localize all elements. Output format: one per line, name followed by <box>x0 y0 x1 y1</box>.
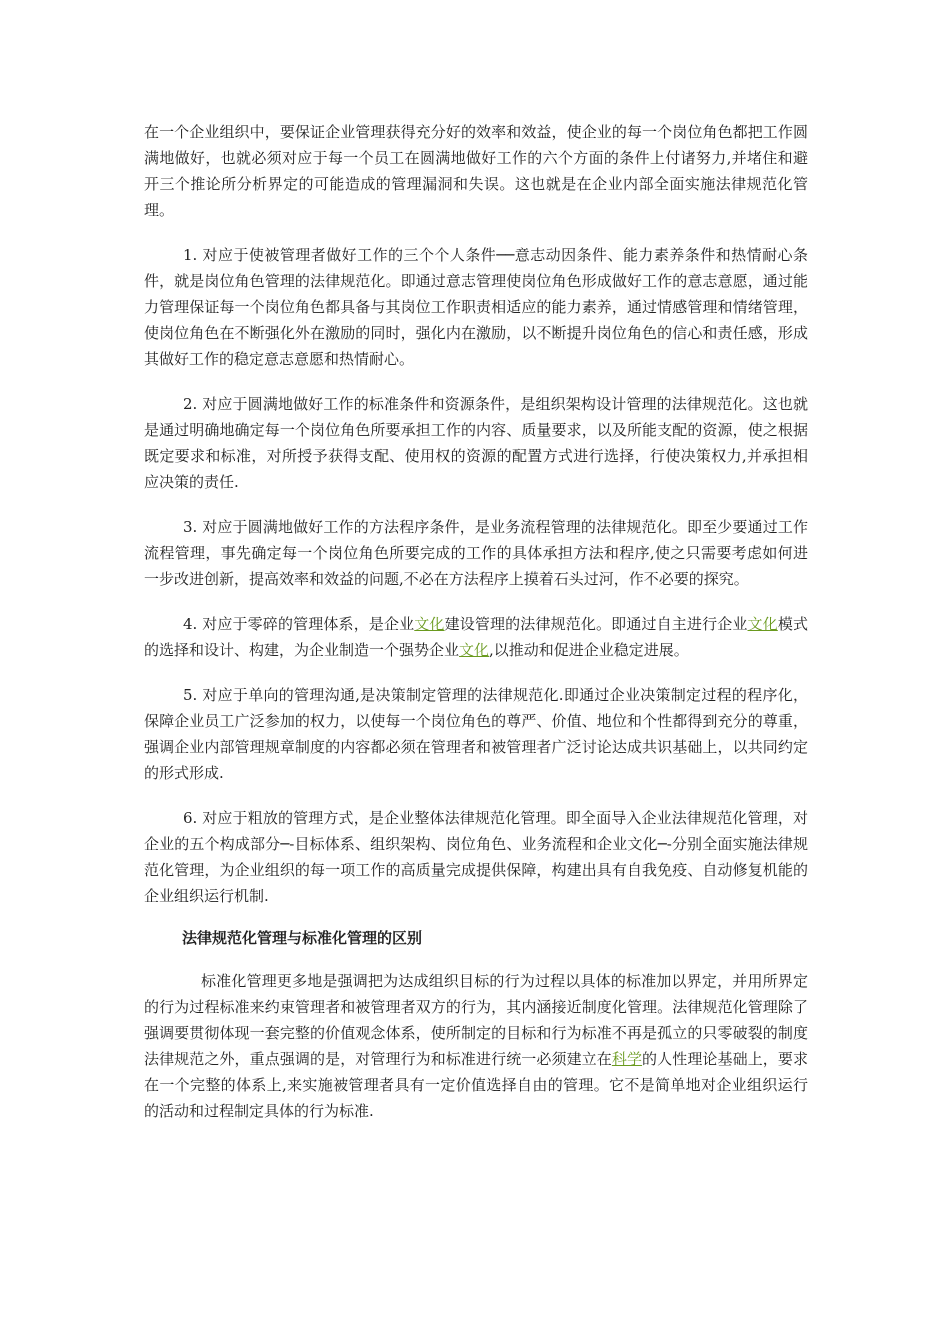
item-5-paragraph: 5. 对应于单向的管理沟通,是决策制定管理的法律规范化.即通过企业决策制定过程的程序化，保障企业员工广泛参加的权力，以使每一个岗位角色的尊严、价值、地位和个性都得到充分的尊重，强调企业内部管理规章制度的内容都必须在管理者和被管理者广泛讨论达成共识基础上，以共同约定的形式形成. <box>144 686 808 782</box>
intro-paragraph: 在一个企业组织中，要保证企业管理获得充分好的效率和效益，使企业的每一个岗位角色都把工作圆满地做好，也就必须对应于每一个员工在圆满地做好工作的六个方面的条件上付诸努力,并堵住和避开三个推论所分析界定的可能造成的管理漏洞和失误。这也就是在企业内部全面实施法律规范化管理。 <box>144 123 808 219</box>
culture-link-1[interactable]: 文化 <box>414 615 445 633</box>
closing-text-2: 的人性理论基础上，要求在一个完整的体系上,来实施被管理者具有一定价值选择自由的管理。它不是简单地对企业组织运行的活动和过程制定具体的行为标准. <box>144 1050 808 1120</box>
item-3-paragraph: 3. 对应于圆满地做好工作的方法程序条件，是业务流程管理的法律规范化。即至少要通过工作流程管理，事先确定每一个岗位角色所要完成的工作的具体承担方法和程序,使之只需要考虑如何进一步改进创新，提高效率和效益的问题,不必在方法程序上摸着石头过河，作不必要的探究。 <box>144 518 808 588</box>
closing-text-1: 标准化管理更多地是强调把为达成组织目标的行为过程以具体的标准加以界定，并用所界定的行为过程标准来约束管理者和被管理者双方的行为，其内涵接近制度化管理。法律规范化管理除了强调要贯彻体现一套完整的价值观念体系，使所制定的目标和行为标准不再是孤立的只零破裂的制度法律规范之外，重点强调的是，对管理行为和标准进行统一必须建立在 <box>144 972 808 1068</box>
science-link[interactable]: 科学 <box>611 1050 643 1068</box>
culture-link-2[interactable]: 文化 <box>747 615 778 633</box>
item-4-text-1: 4. 对应于零碎的管理体系，是企业 <box>183 615 415 633</box>
closing-paragraph <box>144 968 808 1124</box>
culture-link-3[interactable]: 文化 <box>459 641 490 659</box>
item-6-paragraph: 6. 对应于粗放的管理方式，是企业整体法律规范化管理。即全面导入企业法律规范化管理，对企业的五个构成部分─-目标体系、组织架构、岗位角色、业务流程和企业文化─-分别全面实施法律规范化管理，为企业组织的每一项工作的高质量完成提供保障，构建出具有自我免疫、自动修复机能的企业组织运行机制. <box>144 809 808 905</box>
document-body <box>144 119 808 1124</box>
item-4-paragraph <box>144 611 808 663</box>
item-1-paragraph: 1. 对应于使被管理者做好工作的三个个人条件──意志动因条件、能力素养条件和热情耐心条件，就是岗位角色管理的法律规范化。即通过意志管理使岗位角色形成做好工作的意志意愿，通过能力管理保证每一个岗位角色都具备与其岗位工作职责相适应的能力素养，通过情感管理和情绪管理，使岗位角色在不断强化外在激励的同时，强化内在激励，以不断提升岗位角色的信心和责任感，形成其做好工作的稳定意志意愿和热情耐心。 <box>144 246 808 368</box>
item-4-text-2: 建设管理的法律规范化。即通过自主进行企业 <box>444 615 748 633</box>
item-2-paragraph: 2. 对应于圆满地做好工作的标准条件和资源条件，是组织架构设计管理的法律规范化。这也就是通过明确地确定每一个岗位角色所要承担工作的内容、质量要求，以及所能支配的资源，使之根据既定要求和标准，对所授予获得支配、使用权的资源的配置方式进行选择，行使决策权力,并承担相应决策的责任. <box>144 395 808 491</box>
section-heading: 法律规范化管理与标准化管理的区别 <box>182 929 423 947</box>
item-4-text-3: 模式的选择和设计、构建，为企业制造一个强势企业 <box>144 615 808 659</box>
item-4-text-4: ,以推动和促进企业稳定进展。 <box>489 641 689 659</box>
